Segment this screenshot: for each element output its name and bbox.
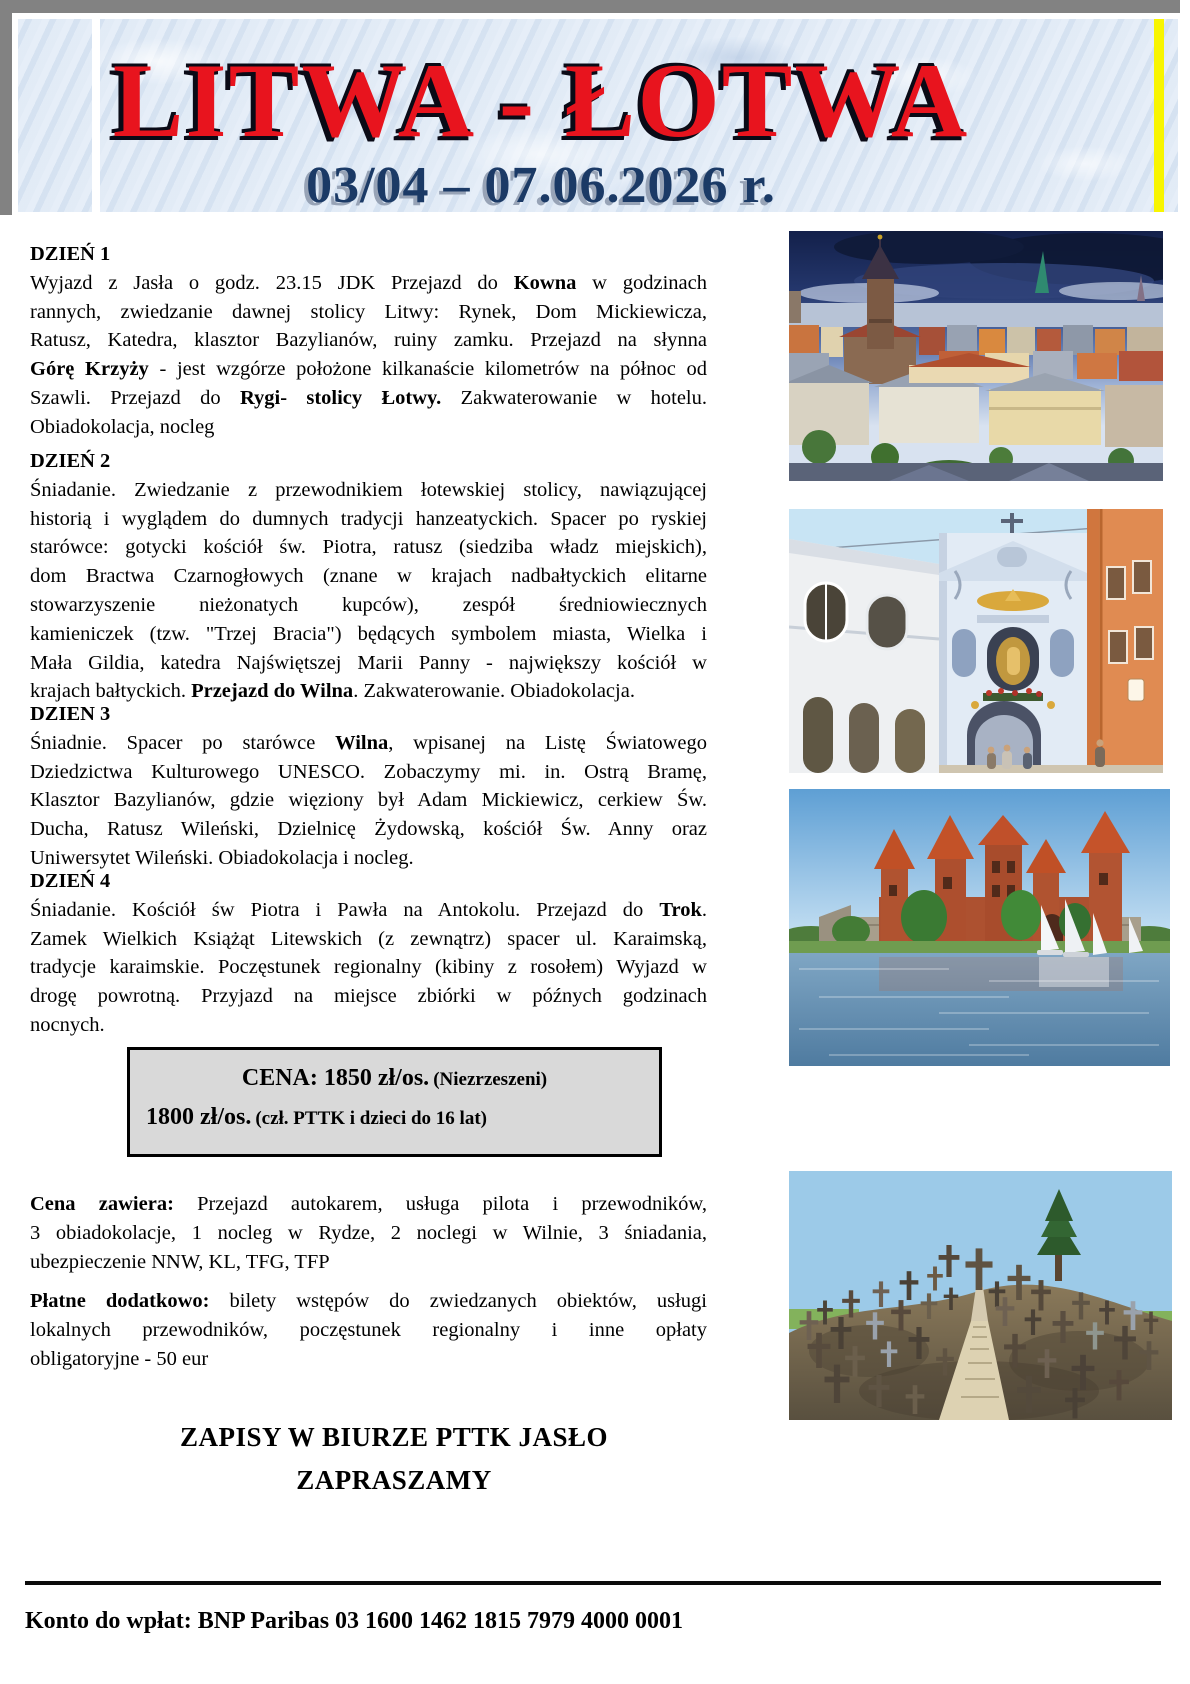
text-line: kamieniczek (tzw. "Trzej Bracia") będących symbolem miasta, Wielka i (30, 622, 707, 645)
text-line: Dziedzictwa Kulturowego UNESCO. Zobaczymy mi. in. Ostrą Bramę, (30, 760, 707, 783)
text-line: tradycje karaimskie. Poczęstunek regionalny (kibiny z rosołem) Wyjazd w (30, 956, 707, 979)
text-line: Zamek Wielkich Książąt Litewskich (z zewnątrz) spacer ul. Karaimską, (30, 927, 707, 950)
price-main-members: 1800 zł/os. (146, 1104, 252, 1130)
text-line: obligatoryjne - 50 eur (30, 1347, 209, 1370)
day-heading: DZIEN 3 (30, 703, 111, 725)
text-line: Płatne dodatkowo: bilety wstępów do zwiedzanych obiektów, usługi (30, 1290, 707, 1312)
text-line: Cena zawiera: Przejazd autokarem, usługa pilota i przewodników, (30, 1193, 707, 1215)
price-main-nonmembers: CENA: 1850 zł/os. (241, 1065, 430, 1091)
right-orange-building (1087, 509, 1163, 773)
day-paragraph (30, 269, 707, 442)
text-line: starówce: gotycki kościół św. Piotra, ratusz (siedziba władz miejskich), (30, 536, 707, 559)
banner-texture (18, 19, 1178, 212)
trip-dates: 03/04 – 07.06.2026 r. (306, 157, 776, 214)
footer-divider (25, 1581, 1161, 1585)
trakai-castle-art (789, 789, 1170, 1066)
price-note-nonmembers: (Niezrzeszeni) (433, 1069, 548, 1090)
hill-of-crosses-art (789, 1171, 1172, 1420)
price-line-nonmembers (130, 1065, 659, 1092)
trakai-castle-photo (789, 789, 1170, 1066)
itinerary-section-3 (30, 700, 707, 873)
page-edge-top (0, 0, 1180, 13)
text-line: Śniadanie. Zwiedzanie z przewodnikiem łotewskiej stolicy, nawiązującej (30, 478, 707, 501)
price-note-members: (czł. PTTK i dzieci do 16 lat) (255, 1108, 487, 1129)
riga-panorama-photo (789, 231, 1163, 481)
bank-account-line: Konto do wpłat: BNP Paribas 03 1600 1462 1815 7979 4000 0001 (25, 1608, 684, 1634)
price-box (127, 1047, 662, 1157)
itinerary-section-4 (30, 867, 707, 1040)
price-includes-paragraph (30, 1190, 707, 1276)
text-line: historią i wyglądem do dumnych tradycji hanzeatyckich. Spacer po ryskiej (30, 507, 707, 530)
trip-title: LITWA - ŁOTWA (112, 42, 970, 159)
text-line: Klasztor Bazylianów, gdzie więziony był Adam Mickiewicz, cerkiew Św. (30, 789, 707, 812)
day-heading: DZIEŃ 2 (30, 450, 111, 472)
price-line-members (130, 1104, 659, 1131)
gate-of-dawn-art (789, 509, 1163, 773)
extras-lines (30, 1287, 707, 1373)
hill-of-crosses-photo (789, 1171, 1172, 1420)
text-line: 3 obiadokolacje, 1 nocleg w Rydze, 2 noclegi w Wilnie, 3 śniadania, (30, 1221, 707, 1244)
text-line: Uniwersytet Wileński. Obiadokolacja i nocleg. (30, 846, 414, 869)
gate-of-dawn-photo (789, 509, 1163, 773)
text-line: Mała Gildia, katedra Najświętszej Marii Panny - największy kościół w (30, 651, 707, 674)
text-line: Obiadokolacja, nocleg (30, 415, 215, 438)
header-banner (12, 13, 1182, 219)
paid-extras-paragraph (30, 1287, 707, 1373)
text-line: drogę powrotną. Przyjazd na miejsce zbiórki w późnych godzinach (30, 985, 707, 1008)
text-line: Górę Krzyży - jest wzgórze położone kilkanaście kilometrów na północ od (30, 358, 708, 381)
day-paragraph (30, 729, 707, 873)
text-line: Wyjazd z Jasła o godz. 23.15 JDK Przejazd do Kowna w godzinach (30, 271, 707, 294)
text-line: dom Bractwa Czarnogłowych (znane w krajach nadbałtyckich elitarne (30, 565, 707, 588)
riga-panorama-art (789, 231, 1163, 481)
text-line: Ducha, Ratusz Wileński, Dzielnicę Żydowską, kościół Św. Anny oraz (30, 818, 707, 841)
text-line: krajach bałtyckich. Przejazd do Wilna. Zakwaterowanie. Obiadokolacja. (30, 680, 635, 703)
banner-yellow-stripe (1154, 19, 1164, 212)
text-line: ubezpieczenie NNW, KL, TFG, TFP (30, 1250, 330, 1273)
day-heading: DZIEŃ 4 (30, 870, 111, 892)
text-line: stowarzyszenie nieżonatych kupców), zespół średniowiecznych (30, 593, 707, 616)
itinerary-section-2 (30, 447, 707, 706)
text-line: Śniadnie. Spacer po starówce Wilna, wpisanej na Listę Światowego (30, 731, 707, 754)
signup-office-line: ZAPISY W BIURZE PTTK JASŁO (179, 1422, 609, 1452)
text-line: lokalnych przewodników, poczęstunek regionalny i inne opłaty (30, 1318, 707, 1341)
text-line: Szawli. Przejazd do Rygi- stolicy Łotwy. Zakwaterowanie w hotelu. (30, 386, 707, 409)
text-line: rannych, zwiedzanie dawnej stolicy Litwy: Rynek, Dom Mickiewicza, (30, 300, 707, 323)
itinerary-section-1 (30, 240, 707, 442)
text-line: Ratusz, Katedra, klasztor Bazylianów, ruiny zamku. Przejazd na słynna (30, 329, 707, 352)
page-edge-left (0, 0, 12, 215)
text-line: nocnych. (30, 1013, 105, 1036)
text-line: Śniadanie. Kościół św Piotra i Pawła na Antokolu. Przejazd do Trok. (30, 898, 707, 921)
welcome-line: ZAPRASZAMY (296, 1465, 492, 1495)
day-paragraph (30, 476, 707, 706)
includes-lines (30, 1190, 707, 1276)
day-paragraph (30, 896, 707, 1040)
day-heading: DZIEŃ 1 (30, 243, 111, 265)
left-white-building (789, 539, 939, 773)
